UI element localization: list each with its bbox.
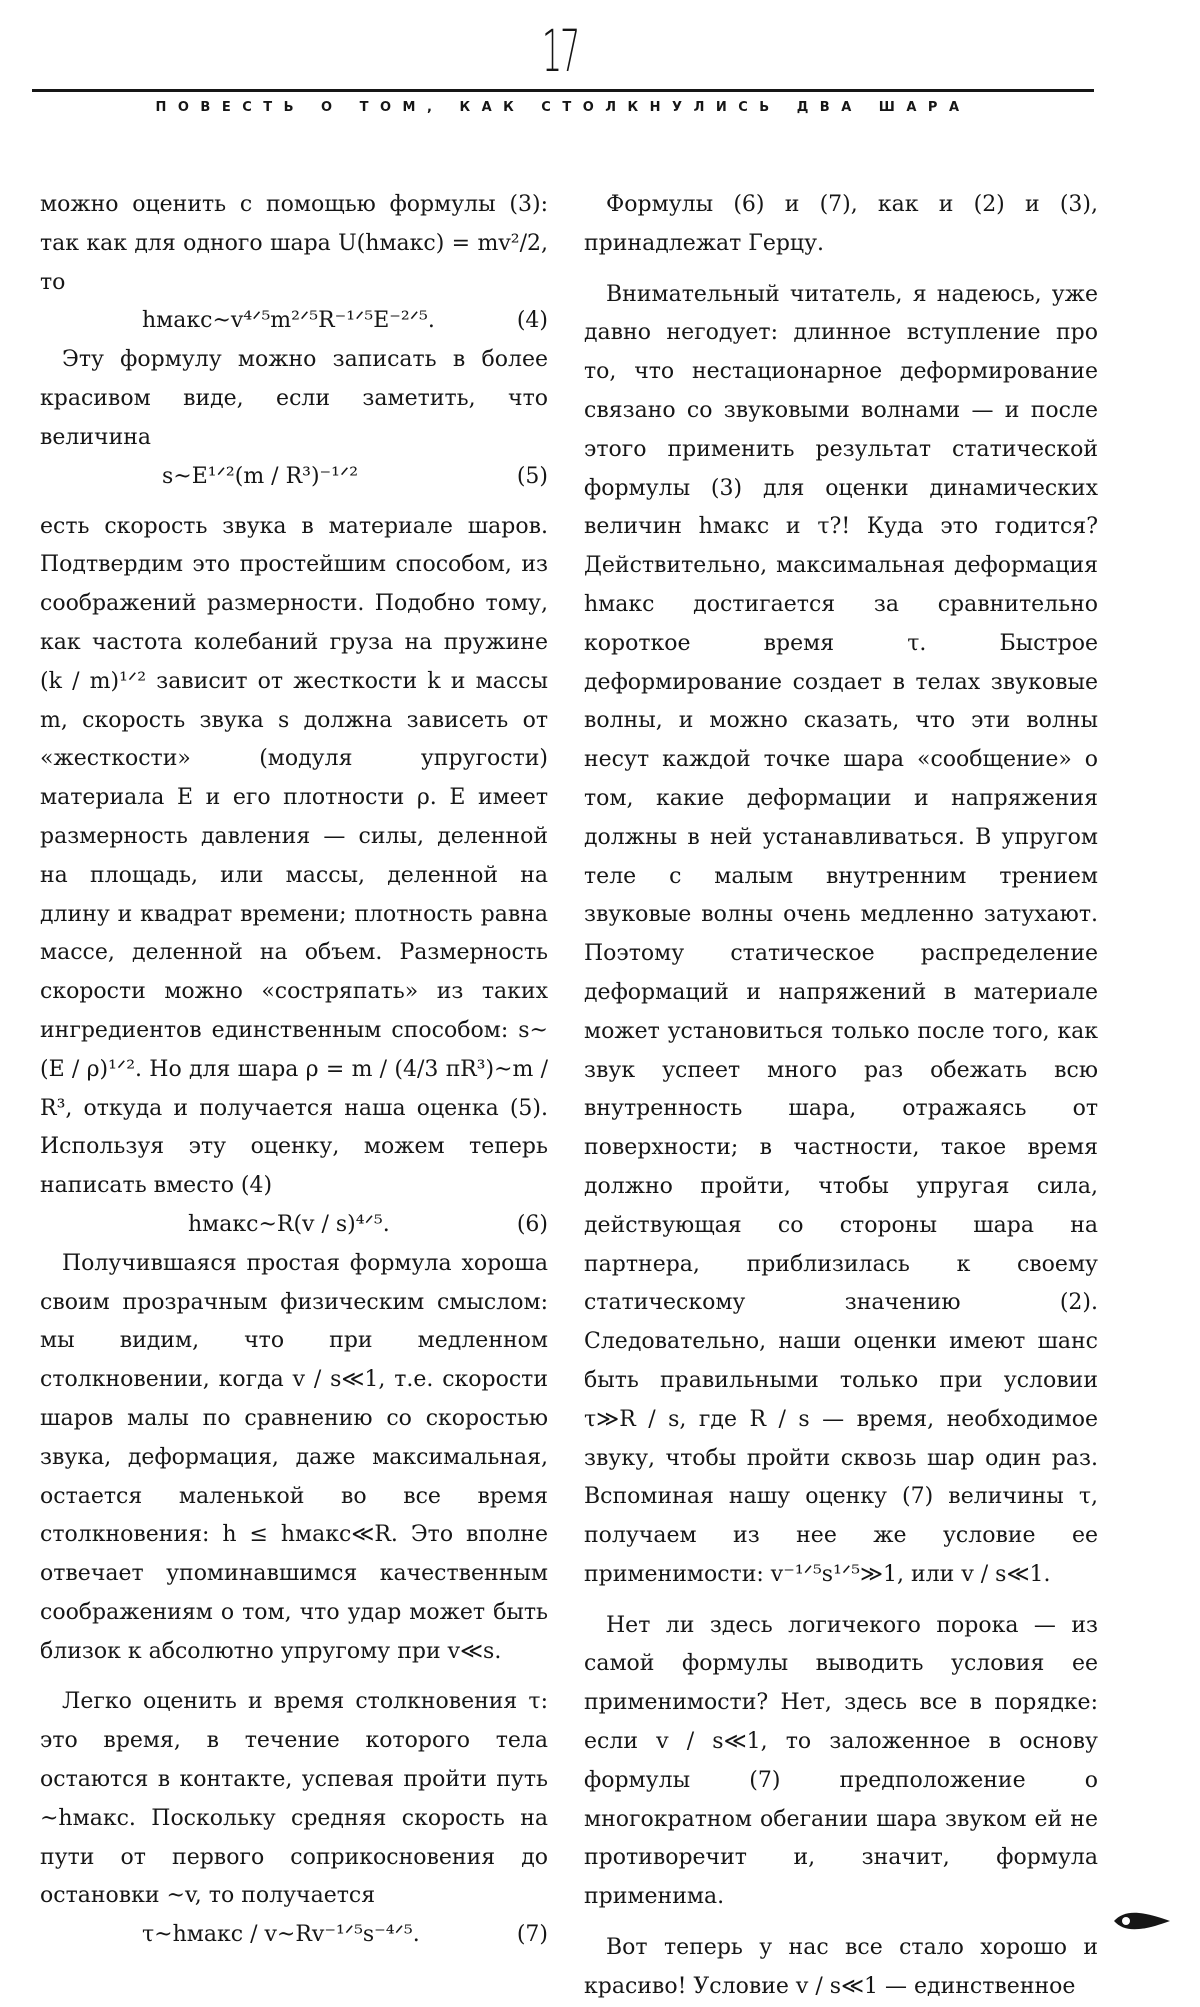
formula-5-expression: s~E¹ᐟ²(m / R³)⁻¹ᐟ² <box>162 463 359 489</box>
left-paragraph-4: Получившаяся простая формула хороша своим прозрачным физическим смыслом: мы видим, что при медленном столкновении, когда v / s≪1, т.е. скорости шаров малы по сравнению со скоростью звука, деформация, даже максимальная, остается маленькой во все время столкновения: h ≤ hмакс≪R. Это вполне отвечает упоминавшимся качественным соображениям о том, что удар может быть близок к абсолютно упругому при v≪s. <box>40 1250 548 1664</box>
left-column <box>40 186 548 1955</box>
right-paragraph-1: Формулы (6) и (7), как и (2) и (3), принадлежат Герцу. <box>584 192 1098 256</box>
formula-7 <box>40 1916 548 1955</box>
continue-arrow-icon <box>1112 1906 1172 1936</box>
right-paragraph-3: Нет ли здесь логичекого порока — из самой формулы выводить условия ее применимости? Нет, здесь все в порядке: если v / s≪1, то заложенное в основу формулы (7) предположение о многократном обегании шара звуком ей не противоречит и, значит, формула применима. <box>584 1612 1098 1910</box>
formula-7-expression: τ~hмакс / v~Rv⁻¹ᐟ⁵s⁻⁴ᐟ⁵. <box>142 1922 420 1948</box>
page-number: 17 <box>541 17 579 85</box>
running-head: ПОВЕСТЬ О ТОМ, КАК СТОЛКНУЛИСЬ ДВА ШАРА <box>155 100 971 115</box>
formula-5 <box>40 458 548 508</box>
left-paragraph-3: есть скорость звука в материале шаров. Подтвердим это простейшим способом, из соображений размерности. Подобно тому, как частота колебаний груза на пружине (k / m)¹ᐟ² зависит от жесткости k и массы m, скорость звука s должна зависеть от «жесткости» (модуля упругости) материала E и его плотности ρ. E имеет размерность давления — силы, деленной на площадь, или массы, деленной на длину и квадрат времени; плотность равна массе, деленной на объем. Размерность скорости можно «состряпать» из таких ингредиентов единственным способом: s~(E / ρ)¹ᐟ². Но для шара ρ = m / (4/3 πR³)~m / R³, откуда и получается наша оценка (5). Используя эту оценку, можем теперь написать вместо (4) <box>40 513 548 1199</box>
right-paragraph-4: Вот теперь у нас все стало хорошо и красиво! Условие v / s≪1 — единственное <box>584 1935 1098 1999</box>
header-rule <box>32 89 1094 92</box>
formula-4-number: (4) <box>516 308 548 334</box>
formula-6-number: (6) <box>516 1211 548 1237</box>
formula-4-expression: hмакс~v⁴ᐟ⁵m²ᐟ⁵R⁻¹ᐟ⁵E⁻²ᐟ⁵. <box>142 308 435 334</box>
left-paragraph-1: можно оценить с помощью формулы (3): так как для одного шара U(hмакс) = mv²/2, то <box>40 192 548 295</box>
right-paragraph-2: Внимательный читатель, я надеюсь, уже давно негодует: длинное вступление про то, что нестационарное деформирование связано со звуковыми волнами — и после этого применить результат статической формулы (3) для оценки динамических величин hмакс и τ?! Куда это годится? Действительно, максимальная деформация hмакс достигается за сравнительно короткое время τ. Быстрое деформирование создает в телах звуковые волны, и можно сказать, что эти волны несут каждой точке шара «сообщение» о том, какие деформации и напряжения должны в ней устанавливаться. В упругом теле с малым внутренним трением звуковые волны очень медленно затухают. Поэтому статическое распределение деформаций и напряжений в материале может установиться только после того, как звук успеет много раз обежать всю внутренность шара, отражаясь от поверхности; в частности, такое время должно пройти, чтобы упругая сила, действующая со стороны шара на партнера, приблизилась к своему статическому значению (2). Следовательно, наши оценки имеют шанс быть правильными только при условии τ≫R / s, где R / s — время, необходимое звуку, чтобы пройти сквозь шар один раз. Вспоминая нашу оценку (7) величины τ, получаем из нее же условие ее применимости: v⁻¹ᐟ⁵s¹ᐟ⁵≫1, или v / s≪1. <box>584 281 1098 1587</box>
formula-6-expression: hмакс~R(v / s)⁴ᐟ⁵. <box>188 1211 390 1237</box>
right-column <box>584 186 1098 2007</box>
formula-5-number: (5) <box>516 463 548 489</box>
formula-4 <box>40 302 548 341</box>
formula-6 <box>40 1206 548 1245</box>
left-paragraph-2: Эту формулу можно записать в более красивом виде, если заметить, что величина <box>40 347 548 450</box>
formula-7-number: (7) <box>516 1922 548 1948</box>
left-paragraph-5: Легко оценить и время столкновения τ: это время, в течение которого тела остаются в контакте, успевая пройти путь ~hмакс. Поскольку средняя скорость на пути от первого соприкосновения до остановки ~v, то получается <box>40 1689 548 1909</box>
